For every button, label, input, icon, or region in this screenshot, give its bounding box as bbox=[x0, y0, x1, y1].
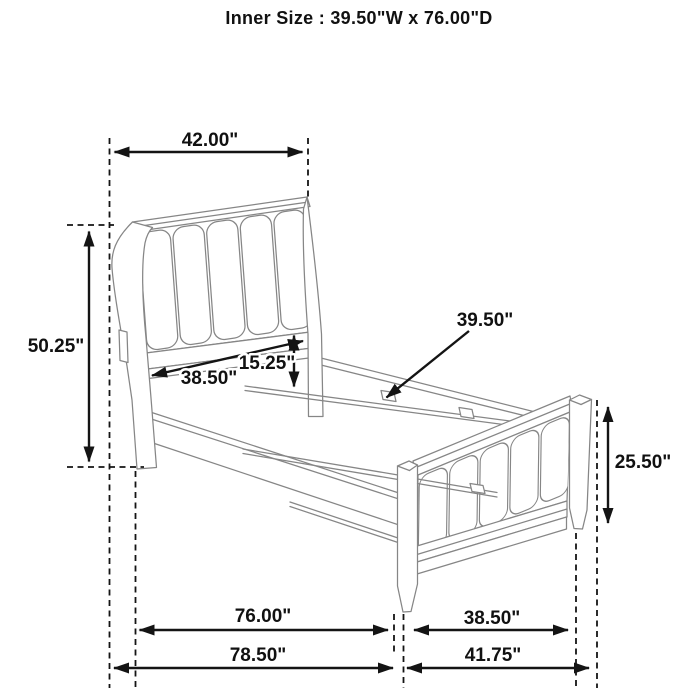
label-overall-width: 41.75" bbox=[464, 645, 522, 666]
label-footboard-inner-width: 38.50" bbox=[463, 608, 521, 629]
footboard-front-post bbox=[398, 461, 418, 612]
label-slat-width: 39.50" bbox=[456, 310, 514, 331]
label-panel-to-slat: 15.25" bbox=[238, 353, 296, 374]
label-headboard-height: 50.25" bbox=[27, 336, 85, 357]
dim-slat-width-leader bbox=[387, 331, 470, 398]
bed-near-side-rail bbox=[140, 409, 405, 527]
headboard bbox=[112, 197, 323, 469]
slat-bracket bbox=[470, 484, 485, 494]
label-overall-length: 78.50" bbox=[229, 645, 287, 666]
headboard-right-post bbox=[303, 197, 323, 417]
rail-mount-bracket bbox=[119, 330, 128, 363]
footboard-back-post bbox=[570, 395, 592, 529]
bed-artwork bbox=[112, 197, 592, 612]
label-headboard-width: 42.00" bbox=[181, 130, 239, 151]
label-headboard-inner-width: 38.50" bbox=[180, 368, 238, 389]
diagram-title: Inner Size : 39.50"W x 76.00"D bbox=[225, 8, 493, 28]
footboard bbox=[398, 395, 592, 612]
label-inner-length: 76.00" bbox=[234, 606, 292, 627]
slat-bracket bbox=[459, 408, 474, 419]
label-footboard-height: 25.50" bbox=[614, 452, 672, 473]
